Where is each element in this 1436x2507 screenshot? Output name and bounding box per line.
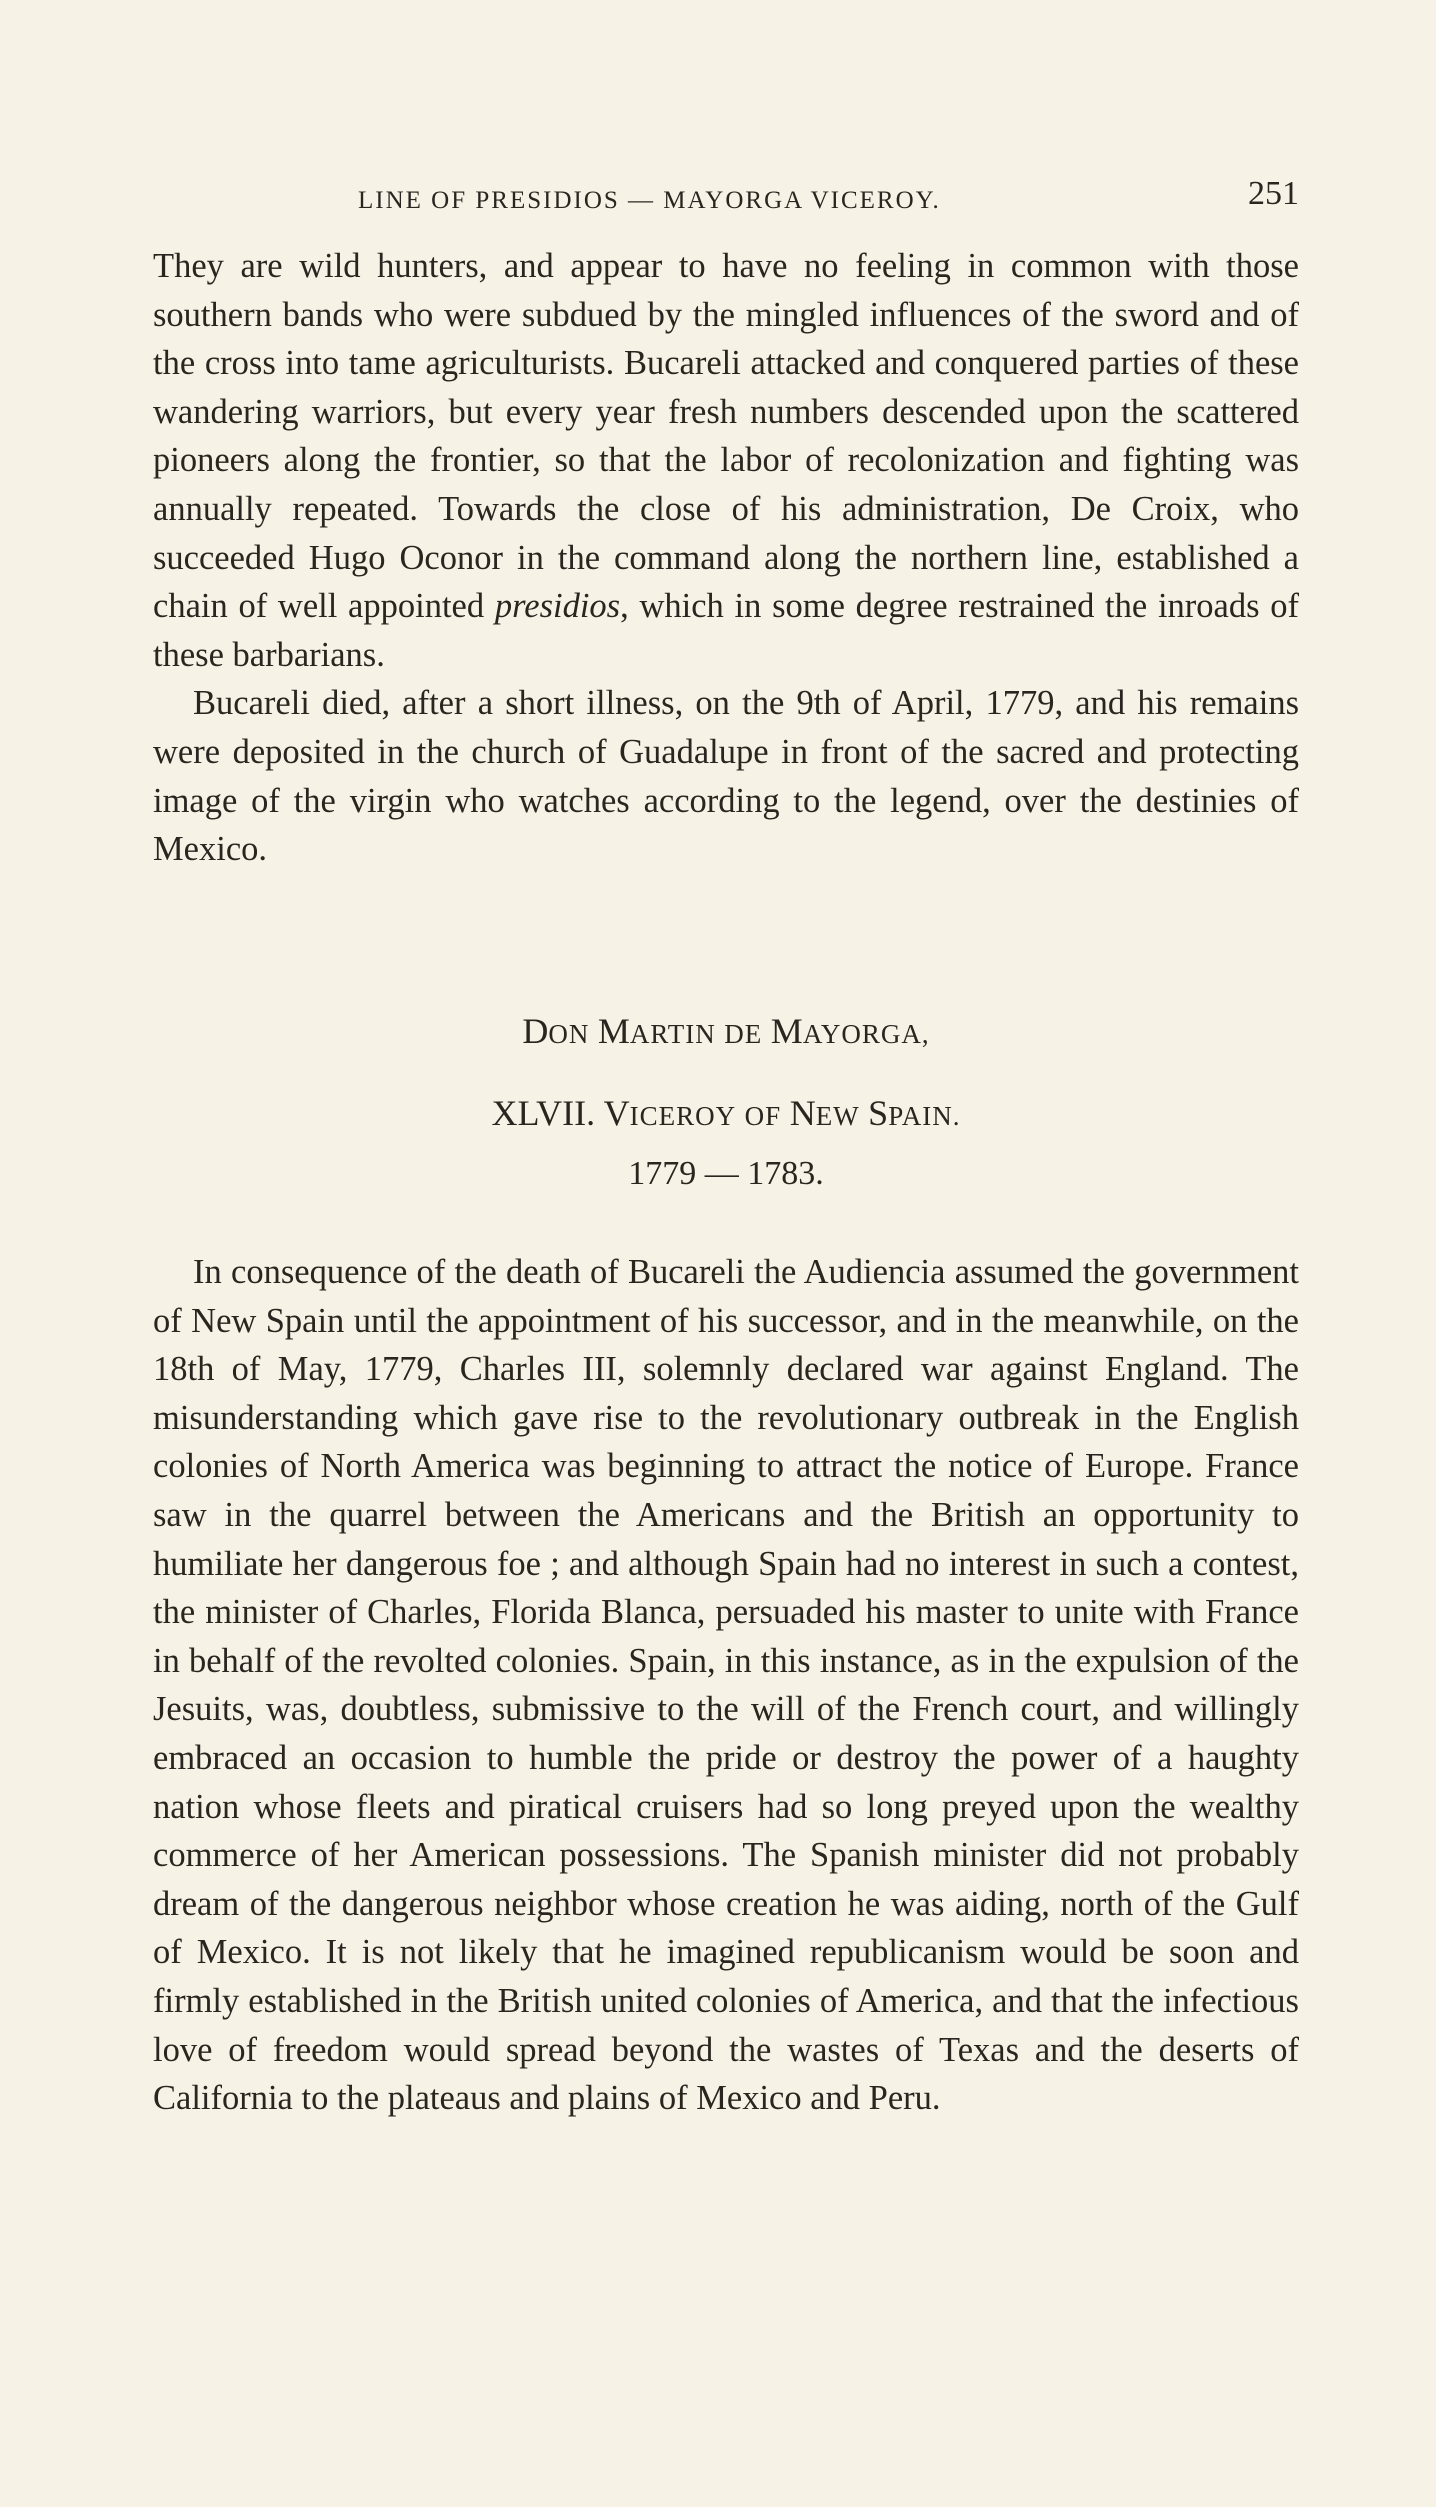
page-number: 251 [1248,175,1299,212]
page-header [153,175,1299,227]
paragraph-main: In consequence of the death of Bucareli the Audiencia assumed the government of New Spain until the appointment of his successor, and in the meanwhile, on the 18th of May, 1779, Charles III, solemnly declared war against England. The misunderstanding which gave rise to the revolutionary outbreak in the English colonies of North America was beginning to attract the notice of Europe. France saw in the quarrel between the Americans and the British an opportunity to humiliate her dangerous foe ; and although Spain had no interest in such a contest, the minister of Charles, Florida Blanca, persuaded his master to unite with France in behalf of the revolted colonies. Spain, in this instance, as in the expulsion of the Jesuits, was, doubtless, submissive to the will of the French court, and willingly embraced an occasion to humble the pride or destroy the power of a haughty nation whose fleets and piratical cruisers had so long preyed upon the wealthy commerce of her American possessions. The Spanish minister did not probably dream of the dangerous neighbor whose creation he was aiding, north of the Gulf of Mexico. It is not likely that he imagined republicanism would be soon and firmly established in the British united colonies of America, and that the infectious love of freedom would spread beyond the wastes of Texas and the deserts of California to the plateaus and plains of Mexico and Peru. [153,1253,1299,2118]
running-head: LINE OF PRESIDIOS — MAYORGA VICEROY. [358,187,941,214]
lower-text [153,1248,1299,2123]
viceroy-title: XLVII. VICEROY OF NEW SPAIN. [491,1093,961,1133]
reign-years: 1779 — 1783. [628,1155,824,1192]
paragraph-bucareli: Bucareli died, after a short illness, on the 9th of April, 1779, and his remains were deposited in the church of Guadalupe in front of the sacred and protecting image of the virgin who watches according to the legend, over the destinies of Mexico. [153,684,1299,869]
italic-term: presidios [494,587,621,626]
continued-paragraph [153,242,1299,679]
continued-text: They are wild hunters, and appear to have no feeling in common with those southern bands who were subdued by the mingled influences of the sword and of the cross into tame agriculturists. Bucareli attacked and conquered parties of these wandering warriors, but every year fresh numbers descended upon the scattered pioneers along the frontier, so that the labor of recolonization and fighting was annually repeated. Towards the close of his administration, De Croix, who succeeded Hugo Oconor in the command along the northern line, established a chain of well appointed [153,247,1299,626]
viceroy-name: DON MARTIN DE MAYORGA, [522,1011,930,1051]
continued-text-end: , which in some degree restrained the inroads of these barbarians. [153,587,1299,674]
upper-text [153,242,1299,874]
